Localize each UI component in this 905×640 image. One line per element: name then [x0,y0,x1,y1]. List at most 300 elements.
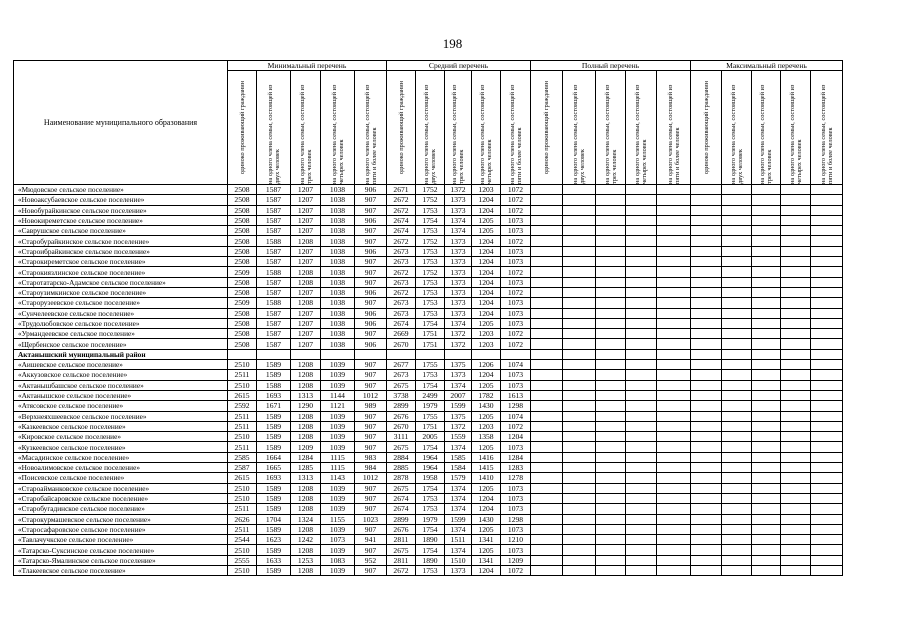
empty-cell [563,514,596,524]
value-cell [355,349,387,359]
empty-cell [657,565,691,575]
empty-cell [563,205,596,215]
empty-cell [626,390,657,400]
empty-cell [657,483,691,493]
value-cell: 1073 [501,380,531,390]
municipality-name: «Атясовское сельское поселение» [14,401,228,411]
empty-cell [596,329,626,339]
value-cell: 1585 [445,452,472,462]
empty-cell [811,308,843,318]
empty-cell [722,370,752,380]
value-cell: 1204 [472,277,501,287]
value-cell: 1038 [321,318,355,328]
value-cell: 1205 [472,411,501,421]
empty-cell [596,349,626,359]
empty-cell [657,287,691,297]
empty-cell [811,205,843,215]
empty-cell [563,452,596,462]
empty-cell [657,524,691,534]
value-cell: 1589 [257,524,291,534]
empty-cell [722,545,752,555]
value-cell: 1373 [445,298,472,308]
table-row [14,524,843,534]
empty-cell [563,226,596,236]
value-cell: 1073 [501,215,531,225]
value-cell [321,349,355,359]
value-cell: 1373 [445,287,472,297]
empty-cell [626,380,657,390]
empty-cell [722,298,752,308]
municipality-name: «Актанышбашское сельское поселение» [14,380,228,390]
table-row [14,185,843,195]
table-row [14,390,843,400]
value-cell: 1204 [472,267,501,277]
value-cell: 1207 [291,205,321,215]
value-cell: 1204 [472,298,501,308]
empty-cell [691,298,722,308]
value-cell: 1207 [291,329,321,339]
value-cell: 1012 [355,390,387,400]
empty-cell [722,390,752,400]
empty-cell [657,308,691,318]
empty-cell [752,555,781,565]
value-cell: 1038 [321,329,355,339]
value-cell: 907 [355,442,387,452]
empty-cell [781,504,811,514]
subcolumn-header-label: на одного члена семьи, состоящей из двух человек [572,84,586,184]
value-cell: 1072 [501,236,531,246]
empty-cell [626,236,657,246]
empty-cell [752,390,781,400]
empty-cell [752,339,781,349]
value-cell: 2508 [228,277,257,287]
empty-cell [626,339,657,349]
value-cell: 1693 [257,390,291,400]
value-cell: 1205 [472,318,501,328]
value-cell: 1285 [291,463,321,473]
empty-cell [657,514,691,524]
subcolumn-header-label: одиноко проживающий гражданин [702,80,710,175]
value-cell: 1753 [416,370,445,380]
value-cell: 2674 [387,215,416,225]
empty-cell [781,329,811,339]
empty-cell [626,555,657,565]
subcolumn-header [781,71,811,185]
empty-cell [752,493,781,503]
subcolumn-header [752,71,781,185]
empty-cell [811,493,843,503]
value-cell: 1751 [416,339,445,349]
value-cell: 1038 [321,287,355,297]
empty-cell [563,504,596,514]
subcolumn-header-label: на одного члена семьи, состоящей из двух человек [729,84,744,184]
value-cell: 1115 [321,452,355,462]
empty-cell [781,370,811,380]
value-cell: 1039 [321,493,355,503]
group-maximal-header: Максимальный перечень [691,61,843,71]
municipality-name: «Кировское сельское поселение» [14,432,228,442]
district-row [14,349,843,359]
municipality-name: «Верхнеяхшеевское сельское поселение» [14,411,228,421]
value-cell: 2555 [228,555,257,565]
empty-cell [781,514,811,524]
value-cell: 3111 [387,432,416,442]
empty-cell [781,545,811,555]
empty-cell [781,442,811,452]
subcolumn-header-label: одиноко проживающий гражданин [397,80,405,175]
value-cell: 1039 [321,524,355,534]
empty-cell [531,370,563,380]
value-cell: 1072 [501,565,531,575]
value-cell: 2508 [228,195,257,205]
empty-cell [781,411,811,421]
value-cell: 907 [355,504,387,514]
value-cell: 1205 [472,442,501,452]
empty-cell [626,308,657,318]
empty-cell [626,195,657,205]
value-cell: 1205 [472,483,501,493]
value-cell: 1754 [416,442,445,452]
empty-cell [811,277,843,287]
empty-cell [811,257,843,267]
empty-cell [563,555,596,565]
empty-cell [596,565,626,575]
value-cell: 907 [355,432,387,442]
value-cell: 1207 [291,257,321,267]
subcolumn-header [321,71,355,185]
subcolumn-header [563,71,596,185]
value-cell: 2510 [228,565,257,575]
value-cell: 1324 [291,514,321,524]
empty-cell [596,463,626,473]
value-cell: 1284 [291,452,321,462]
value-cell: 1374 [445,483,472,493]
value-cell: 1890 [416,555,445,565]
empty-cell [752,545,781,555]
empty-cell [626,215,657,225]
value-cell: 1372 [445,185,472,195]
empty-cell [657,257,691,267]
value-cell: 1374 [445,493,472,503]
empty-cell [781,277,811,287]
value-cell: 1278 [501,473,531,483]
empty-cell [811,565,843,575]
empty-cell [626,329,657,339]
empty-cell [781,483,811,493]
value-cell: 1755 [416,411,445,421]
value-cell: 1587 [257,339,291,349]
value-cell: 952 [355,555,387,565]
empty-cell [691,421,722,431]
value-cell: 1207 [291,215,321,225]
empty-cell [563,442,596,452]
empty-cell [691,493,722,503]
value-cell: 1207 [291,195,321,205]
empty-cell [657,390,691,400]
empty-cell [781,390,811,400]
value-cell: 1751 [416,329,445,339]
empty-cell [811,318,843,328]
empty-cell [811,524,843,534]
empty-cell [811,236,843,246]
value-cell: 1754 [416,215,445,225]
table-row [14,287,843,297]
empty-cell [596,411,626,421]
empty-cell [722,421,752,431]
empty-cell [722,287,752,297]
value-cell: 1374 [445,226,472,236]
value-cell: 2670 [387,339,416,349]
table-row [14,318,843,328]
value-cell: 1208 [291,524,321,534]
empty-cell [531,349,563,359]
empty-cell [657,226,691,236]
value-cell: 3738 [387,390,416,400]
empty-cell [531,565,563,575]
empty-cell [691,215,722,225]
empty-cell [531,411,563,421]
value-cell: 1283 [501,463,531,473]
table-row [14,257,843,267]
municipality-name: «Аккузовское сельское поселение» [14,370,228,380]
table-row [14,308,843,318]
value-cell: 2672 [387,236,416,246]
value-cell: 1589 [257,565,291,575]
value-cell: 2511 [228,411,257,421]
value-cell: 1753 [416,504,445,514]
empty-cell [657,442,691,452]
municipality-name: «Урмандеевское сельское поселение» [14,329,228,339]
empty-cell [531,205,563,215]
empty-cell [811,452,843,462]
value-cell: 1209 [501,555,531,565]
value-cell: 906 [355,339,387,349]
subcolumn-header-label: на одного члена семьи, состоящей из четырех человек [330,84,345,184]
empty-cell [563,287,596,297]
value-cell: 1039 [321,432,355,442]
value-cell [291,349,321,359]
value-cell: 1074 [501,411,531,421]
value-cell: 1588 [257,380,291,390]
value-cell: 2626 [228,514,257,524]
value-cell: 1072 [501,339,531,349]
empty-cell [596,226,626,236]
empty-cell [657,401,691,411]
empty-cell [596,432,626,442]
value-cell: 2508 [228,308,257,318]
value-cell: 2885 [387,463,416,473]
value-cell: 1415 [472,463,501,473]
municipality-name: «Старокиязлинское сельское поселение» [14,267,228,277]
value-cell: 1753 [416,287,445,297]
empty-cell [626,401,657,411]
value-cell: 1073 [501,277,531,287]
empty-cell [626,287,657,297]
subcolumn-header-label: одиноко проживающий гражданин [238,80,246,175]
empty-cell [691,267,722,277]
empty-cell [811,370,843,380]
empty-cell [626,535,657,545]
value-cell: 2508 [228,205,257,215]
empty-cell [657,339,691,349]
empty-cell [531,421,563,431]
empty-cell [657,277,691,287]
subcolumn-header [531,71,563,185]
value-cell: 1374 [445,524,472,534]
value-cell: 1038 [321,257,355,267]
value-cell: 1782 [472,390,501,400]
empty-cell [626,205,657,215]
empty-cell [811,432,843,442]
value-cell: 1073 [501,370,531,380]
value-cell: 1207 [291,246,321,256]
value-cell: 2675 [387,380,416,390]
value-cell: 1430 [472,401,501,411]
value-cell: 1143 [321,473,355,483]
municipality-name: «Староузимкинское сельское поселение» [14,287,228,297]
value-cell: 1664 [257,452,291,462]
empty-cell [596,318,626,328]
table-row [14,360,843,370]
value-cell: 2509 [228,298,257,308]
value-cell: 1430 [472,514,501,524]
value-cell: 2510 [228,432,257,442]
value-cell: 1753 [416,565,445,575]
value-cell: 2673 [387,277,416,287]
value-cell: 1584 [445,463,472,473]
value-cell [501,349,531,359]
empty-cell [657,318,691,328]
subcolumn-header-label: на одного члена семьи, состоящей из двух человек [423,84,437,184]
value-cell: 1073 [501,308,531,318]
empty-cell [781,360,811,370]
empty-cell [811,390,843,400]
group-average-header: Средний перечень [387,61,531,71]
municipality-name: «Тавлачучкское сельское поселение» [14,535,228,545]
empty-cell [691,360,722,370]
value-cell: 1208 [291,565,321,575]
empty-cell [596,298,626,308]
empty-cell [596,185,626,195]
empty-cell [752,308,781,318]
value-cell: 1588 [257,298,291,308]
empty-cell [752,267,781,277]
value-cell: 1038 [321,226,355,236]
table-row [14,411,843,421]
municipality-name: «Старорузеевское сельское поселение» [14,298,228,308]
subcolumn-header-label: на одного члена семьи, состоящей из трех человек [603,84,618,184]
value-cell: 1510 [445,555,472,565]
empty-cell [722,514,752,524]
empty-cell [781,215,811,225]
empty-cell [781,421,811,431]
empty-cell [752,195,781,205]
value-cell: 2508 [228,236,257,246]
empty-cell [781,401,811,411]
empty-cell [722,493,752,503]
value-cell: 1613 [501,390,531,400]
value-cell: 1038 [321,246,355,256]
table-row [14,504,843,514]
value-cell: 984 [355,463,387,473]
value-cell [445,349,472,359]
value-cell: 2511 [228,524,257,534]
value-cell: 1072 [501,421,531,431]
value-cell: 907 [355,236,387,246]
value-cell: 1589 [257,493,291,503]
value-cell: 1587 [257,205,291,215]
empty-cell [752,411,781,421]
empty-cell [626,277,657,287]
empty-cell [811,215,843,225]
empty-cell [722,452,752,462]
value-cell: 1204 [472,308,501,318]
value-cell: 907 [355,370,387,380]
value-cell: 2672 [387,565,416,575]
value-cell: 1587 [257,226,291,236]
value-cell: 1587 [257,287,291,297]
empty-cell [752,246,781,256]
subcolumn-header-label: одиноко проживающий гражданин [543,80,550,175]
empty-cell [691,411,722,421]
value-cell: 1039 [321,442,355,452]
value-cell: 2673 [387,308,416,318]
empty-cell [781,535,811,545]
empty-cell [563,257,596,267]
table-row [14,452,843,462]
municipality-name: «Старотатарско-Адамское сельское поселение» [14,277,228,287]
value-cell: 1341 [472,535,501,545]
empty-cell [752,432,781,442]
empty-cell [657,298,691,308]
empty-cell [691,442,722,452]
empty-cell [531,226,563,236]
value-cell: 1755 [416,360,445,370]
value-cell: 1579 [445,473,472,483]
value-cell: 1752 [416,195,445,205]
table-row [14,514,843,524]
empty-cell [531,473,563,483]
table-row [14,535,843,545]
value-cell: 2811 [387,535,416,545]
subcolumn-header-label: на одного члена семьи, состоящей из пяти и более человек [819,84,834,184]
empty-cell [531,524,563,534]
value-cell: 2615 [228,473,257,483]
value-cell: 1073 [501,545,531,555]
empty-cell [596,195,626,205]
empty-cell [563,535,596,545]
value-cell: 1207 [291,287,321,297]
value-cell: 1374 [445,380,472,390]
value-cell: 1589 [257,370,291,380]
value-cell: 1208 [291,411,321,421]
empty-cell [811,246,843,256]
empty-cell [563,483,596,493]
value-cell: 2674 [387,504,416,514]
value-cell: 1416 [472,452,501,462]
empty-cell [626,257,657,267]
table-row [14,473,843,483]
municipality-name: «Староайманковское сельское поселение» [14,483,228,493]
value-cell: 1208 [291,432,321,442]
empty-cell [811,514,843,524]
table-row [14,298,843,308]
empty-cell [596,452,626,462]
empty-cell [563,329,596,339]
value-cell: 1341 [472,555,501,565]
empty-cell [563,370,596,380]
value-cell: 2673 [387,246,416,256]
